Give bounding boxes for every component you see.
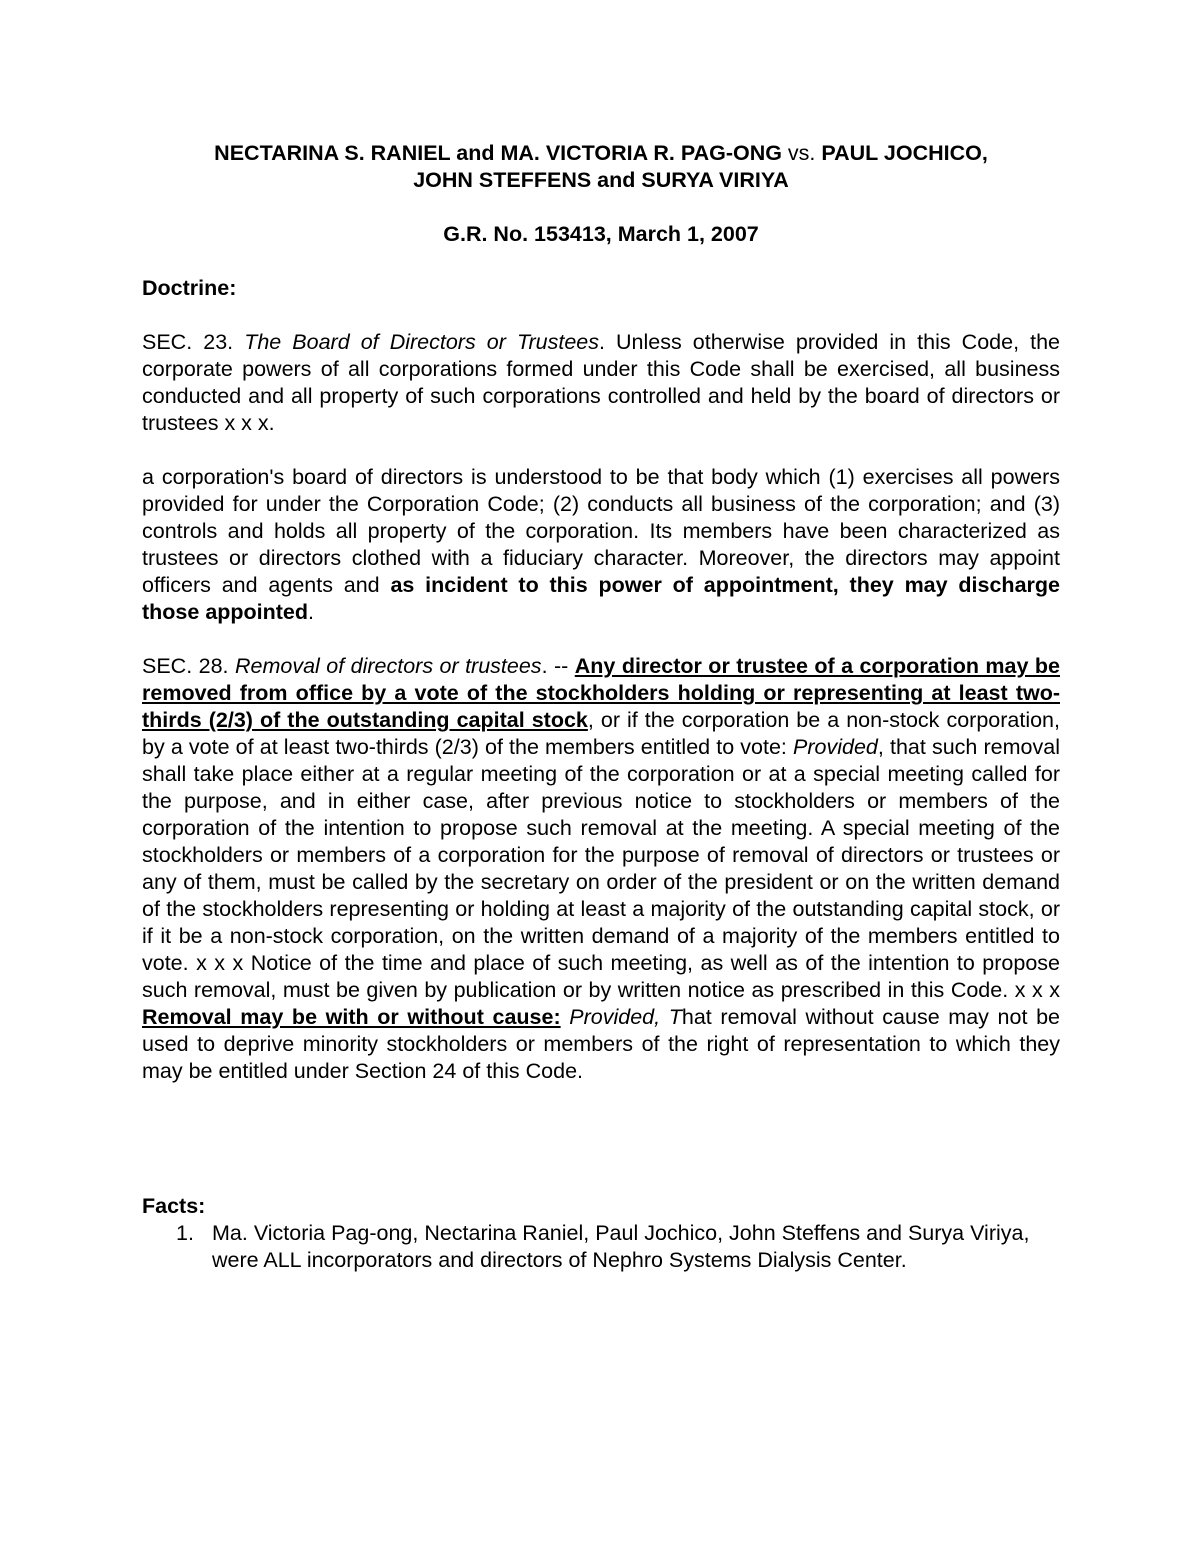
sec28-lead: SEC. 28. — [142, 654, 235, 678]
sec23-heading: The Board of Directors or Trustees — [244, 330, 599, 354]
doctrine-label: Doctrine: — [142, 276, 237, 300]
board-definition-end: . — [308, 600, 315, 624]
sec28-dash: . -- — [541, 654, 575, 678]
gr-number: G.R. No. 153413, March 1, 2007 — [443, 222, 759, 246]
sec28-paragraph — [142, 653, 1060, 1085]
sec28-emphasis-with-without-cause: Removal may be with or without cause: — [142, 1005, 561, 1029]
sec23-text: . Unless otherwise provided in this Code, the corporate powers of all corporations formed under this Code shall be exercised, all business conducted and all property of such corporations controlled and held by the board of directors or trustees x x x. — [142, 330, 1060, 435]
board-definition-text: a corporation's board of directors is understood to be that body which (1) exercises all powers provided for under the Corporation Code; (2) conducts all business of the corporation; and (3) controls and holds all property of the corporation. Its members have been characterized as trustees or directors clothed with a fiduciary character. Moreover, the directors may appoint officers and agents and — [142, 465, 1060, 597]
sec28-text1: , or if the corporation be a non-stock corporation, by a vote of at least two-thirds (2/3) of the members entitled to vote: — [142, 708, 1060, 759]
sec28-provided2: Provided, T — [560, 1005, 682, 1029]
sec23-paragraph — [142, 329, 1060, 437]
facts-item-number: 1. — [176, 1221, 194, 1245]
sec28-text2: , that such removal shall take place either at a regular meeting of the corporation or at a special meeting called for the purpose, and in either case, after previous notice to stockholders or members of the corporation of the intention to propose such removal at the meeting. A special meeting of the stockholders or members of a corporation for the purpose of removal of directors or trustees or any of them, must be called by the secretary on order of the president or on the written demand of the stockholders representing or holding at least a majority of the outstanding capital stock, or if it be a non-stock corporation, on the written demand of a majority of the members entitled to vote. x x x Notice of the time and place of such meeting, as well as of the intention to propose such removal, must be given by publication or by written notice as prescribed in this Code. x x x — [142, 735, 1060, 1002]
case-title — [142, 140, 1060, 194]
board-definition-paragraph — [142, 464, 1060, 626]
sec23-lead: SEC. 23. — [142, 330, 245, 354]
facts-list — [142, 1220, 1060, 1274]
case-title-parties-a: NECTARINA S. RANIEL and MA. VICTORIA R. PAG-ONG — [214, 141, 788, 165]
case-title-line2: JOHN STEFFENS and SURYA VIRIYA — [413, 168, 789, 192]
sec28-provided1: Provided — [793, 735, 878, 759]
sec28-emphasis-removal-vote: Any director or trustee of a corporation may be removed from office by a vote of the stockholders holding or representing at least two-thirds (2/3) of the outstanding capital stock — [142, 654, 1060, 732]
case-title-parties-b: PAUL JOCHICO, — [815, 141, 988, 165]
facts-list-item — [142, 1220, 1060, 1274]
sec28-heading: Removal of directors or trustees — [234, 654, 542, 678]
facts-item-text: Ma. Victoria Pag-ong, Nectarina Raniel, Paul Jochico, John Steffens and Surya Viriya, were ALL incorporators and directors of Nephro Systems Dialysis Center. — [212, 1221, 1030, 1272]
sec28-text3: hat removal without cause may not be used to deprive minority stockholders or members of the right of representation to which they may be entitled under Section 24 of this Code. — [142, 1005, 1060, 1083]
document-content — [142, 140, 1060, 1274]
facts-label: Facts: — [142, 1194, 206, 1218]
case-title-vs: vs. — [787, 141, 816, 165]
board-definition-emphasis: as incident to this power of appointment, they may discharge those appointed — [142, 573, 1060, 624]
